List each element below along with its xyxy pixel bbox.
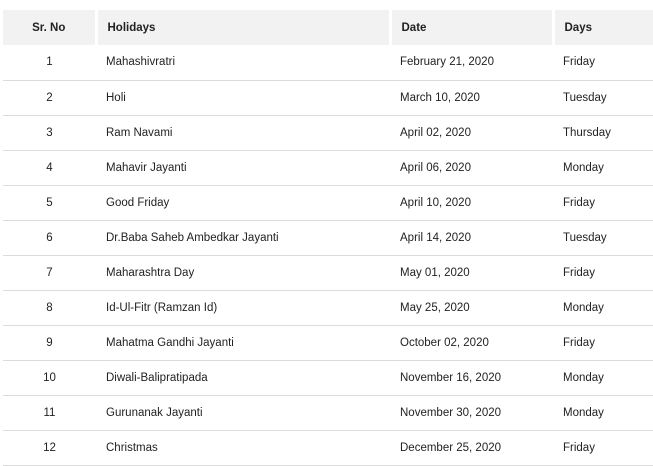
cell-sr-no: 1	[3, 45, 96, 80]
table-row	[3, 395, 653, 430]
cell-date: May 01, 2020	[390, 255, 553, 290]
table-row	[3, 185, 653, 220]
cell-day: Monday	[553, 395, 653, 430]
cell-sr-no: 7	[3, 255, 96, 290]
cell-date: April 02, 2020	[390, 115, 553, 150]
header-holidays: Holidays	[96, 10, 390, 45]
table-row	[3, 290, 653, 325]
cell-sr-no: 9	[3, 325, 96, 360]
cell-day: Friday	[553, 255, 653, 290]
table-row	[3, 430, 653, 465]
table-row	[3, 115, 653, 150]
cell-day: Tuesday	[553, 220, 653, 255]
cell-date: March 10, 2020	[390, 80, 553, 115]
cell-holiday: Mahashivratri	[96, 45, 390, 80]
cell-date: February 21, 2020	[390, 45, 553, 80]
table-body	[3, 45, 653, 465]
cell-date: April 14, 2020	[390, 220, 553, 255]
cell-day: Tuesday	[553, 80, 653, 115]
table-row	[3, 45, 653, 80]
cell-holiday: Gurunanak Jayanti	[96, 395, 390, 430]
header-date: Date	[390, 10, 553, 45]
cell-date: May 25, 2020	[390, 290, 553, 325]
header-days: Days	[553, 10, 653, 45]
cell-holiday: Christmas	[96, 430, 390, 465]
cell-holiday: Ram Navami	[96, 115, 390, 150]
table-row	[3, 325, 653, 360]
cell-date: April 06, 2020	[390, 150, 553, 185]
table-row	[3, 80, 653, 115]
table-row	[3, 255, 653, 290]
cell-sr-no: 8	[3, 290, 96, 325]
cell-day: Friday	[553, 185, 653, 220]
cell-date: December 25, 2020	[390, 430, 553, 465]
cell-date: November 30, 2020	[390, 395, 553, 430]
cell-sr-no: 6	[3, 220, 96, 255]
cell-sr-no: 2	[3, 80, 96, 115]
cell-holiday: Mahatma Gandhi Jayanti	[96, 325, 390, 360]
cell-sr-no: 11	[3, 395, 96, 430]
table-row	[3, 360, 653, 395]
holiday-table-container	[3, 10, 653, 466]
table-header	[3, 10, 653, 45]
cell-holiday: Diwali-Balipratipada	[96, 360, 390, 395]
table-row	[3, 220, 653, 255]
cell-holiday: Good Friday	[96, 185, 390, 220]
cell-day: Friday	[553, 430, 653, 465]
header-sr-no: Sr. No	[3, 10, 96, 45]
cell-holiday: Id-Ul-Fitr (Ramzan Id)	[96, 290, 390, 325]
cell-sr-no: 10	[3, 360, 96, 395]
cell-day: Monday	[553, 290, 653, 325]
cell-holiday: Mahavir Jayanti	[96, 150, 390, 185]
cell-day: Friday	[553, 325, 653, 360]
cell-day: Thursday	[553, 115, 653, 150]
cell-date: November 16, 2020	[390, 360, 553, 395]
table-row	[3, 150, 653, 185]
cell-holiday: Maharashtra Day	[96, 255, 390, 290]
cell-sr-no: 3	[3, 115, 96, 150]
cell-holiday: Holi	[96, 80, 390, 115]
cell-sr-no: 4	[3, 150, 96, 185]
cell-holiday: Dr.Baba Saheb Ambedkar Jayanti	[96, 220, 390, 255]
cell-sr-no: 5	[3, 185, 96, 220]
cell-date: April 10, 2020	[390, 185, 553, 220]
header-row	[3, 10, 653, 45]
cell-sr-no: 12	[3, 430, 96, 465]
cell-day: Friday	[553, 45, 653, 80]
cell-day: Monday	[553, 150, 653, 185]
cell-day: Monday	[553, 360, 653, 395]
holiday-table	[3, 10, 653, 466]
cell-date: October 02, 2020	[390, 325, 553, 360]
